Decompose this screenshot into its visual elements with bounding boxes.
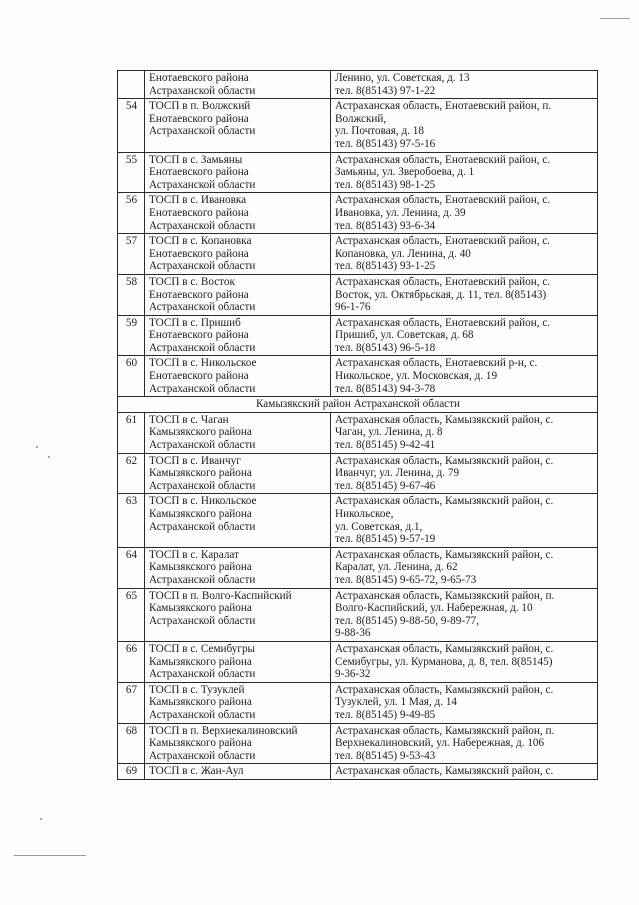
office-name-line: ТОСП в с. Иванчуг bbox=[149, 454, 241, 467]
office-address-line: Астраханская область, Камызякский район, с. bbox=[335, 548, 554, 561]
office-name-line: Астраханской области bbox=[149, 749, 256, 762]
office-address-line: тел. 8(85145) 9-67-46 bbox=[335, 479, 436, 492]
office-address bbox=[331, 588, 598, 641]
office-address-line: Волжский, bbox=[335, 112, 387, 125]
office-name-line: Енотаевского района bbox=[149, 206, 249, 219]
office-address-line: Астраханская область, Камызякский район, п. bbox=[335, 589, 555, 602]
table-row bbox=[118, 588, 598, 641]
office-address bbox=[331, 99, 598, 152]
office-address-line: тел. 8(85143) 98-1-25 bbox=[335, 178, 436, 191]
office-name-line: Астраханской области bbox=[149, 260, 256, 273]
office-address-line: Астраханская область, Камызякский район, с. bbox=[335, 495, 554, 508]
office-name bbox=[145, 682, 331, 723]
office-address-line: Астраханская область, Енотаевский район, п. bbox=[335, 100, 552, 113]
rows-kamyzyaksky bbox=[118, 412, 598, 779]
office-address-line: Никольское, ул. Московская, д. 19 bbox=[335, 370, 498, 383]
scan-dot bbox=[36, 446, 38, 448]
office-address-line: 96-1-76 bbox=[335, 301, 371, 314]
office-name bbox=[145, 453, 331, 494]
row-number: 60 bbox=[118, 356, 145, 397]
office-address-line: Иванчуг, ул. Ленина, д. 79 bbox=[335, 467, 460, 480]
office-address bbox=[331, 453, 598, 494]
office-name-line: ТОСП в п. Волго-Каспийский bbox=[149, 589, 292, 602]
office-address-line: ул. Советская, д.1, bbox=[335, 520, 423, 533]
table-row bbox=[118, 99, 598, 152]
office-address-line: тел. 8(85145) 9-53-43 bbox=[335, 749, 436, 762]
office-address-line: тел. 8(85145) 9-88-50, 9-89-77, bbox=[335, 614, 480, 627]
office-address-line: Астраханская область, Камызякский район, с. bbox=[335, 454, 554, 467]
office-name-line: Астраханской области bbox=[149, 573, 256, 586]
office-address-line: Астраханская область, Камызякский район, п. bbox=[335, 724, 555, 737]
office-name-line: Астраханской области bbox=[149, 479, 256, 492]
office-name-line: Астраханской области bbox=[149, 178, 256, 191]
office-address-line: Каралат, ул. Ленина, д. 62 bbox=[335, 561, 458, 574]
office-address-line: Астраханская область, Енотаевский район, с. bbox=[335, 194, 551, 207]
row-number: 64 bbox=[118, 547, 145, 588]
rows-enotaevsky bbox=[118, 71, 598, 397]
row-number: 62 bbox=[118, 453, 145, 494]
office-address bbox=[331, 234, 598, 275]
office-name bbox=[145, 356, 331, 397]
office-name bbox=[145, 764, 331, 780]
office-name-line: Астраханской области bbox=[149, 341, 256, 354]
office-name-line: Камызякского района bbox=[149, 426, 252, 439]
row-number: 65 bbox=[118, 588, 145, 641]
office-address-line: Астраханская область, Енотаевский район, с. bbox=[335, 235, 551, 248]
row-number: 67 bbox=[118, 682, 145, 723]
table-row bbox=[118, 723, 598, 764]
row-number bbox=[118, 71, 145, 99]
office-address-line: тел. 8(85143) 97-1-22 bbox=[335, 84, 436, 97]
office-address-line: Астраханская область, Камызякский район, с. bbox=[335, 683, 554, 696]
scan-mark-bottom-left bbox=[14, 855, 86, 856]
office-address-line: Астраханская область, Енотаевский район, с. bbox=[335, 275, 551, 288]
table-row bbox=[118, 274, 598, 315]
office-address bbox=[331, 547, 598, 588]
office-name bbox=[145, 274, 331, 315]
office-address-line: тел. 8(85143) 96-5-18 bbox=[335, 341, 436, 354]
tosp-table bbox=[117, 70, 598, 780]
office-name-line: Камызякского района bbox=[149, 508, 252, 520]
office-name-line: Камызякского района bbox=[149, 561, 252, 574]
office-name bbox=[145, 641, 331, 682]
row-number: 55 bbox=[118, 152, 145, 193]
office-name-line: Астраханской области bbox=[149, 708, 256, 721]
office-address-line: Астраханская область, Камызякский район, с. bbox=[335, 765, 554, 778]
office-name-line: Астраханской области bbox=[149, 614, 256, 627]
office-name-line: ТОСП в с. Жан-Аул bbox=[149, 765, 244, 778]
office-name-line: Камызякского района bbox=[149, 602, 252, 615]
table-row bbox=[118, 682, 598, 723]
office-name-line: Камызякского района bbox=[149, 655, 252, 668]
office-address bbox=[331, 494, 598, 547]
office-name-line: Астраханской области bbox=[149, 125, 256, 138]
office-address-line: тел. 8(85145) 9-42-41 bbox=[335, 439, 436, 452]
office-name-line: Камызякского района bbox=[149, 696, 252, 709]
table-row bbox=[118, 764, 598, 780]
office-address-line: Ленино, ул. Советская, д. 13 bbox=[335, 72, 470, 84]
office-address-line: Волго-Каспийский, ул. Набережная, д. 10 bbox=[335, 602, 533, 615]
office-name-line: Астраханской области bbox=[149, 520, 256, 533]
office-name bbox=[145, 547, 331, 588]
office-name-line: ТОСП в с. Ивановка bbox=[149, 194, 247, 207]
row-number: 61 bbox=[118, 412, 145, 453]
office-address bbox=[331, 193, 598, 234]
office-name bbox=[145, 99, 331, 152]
office-name-line: Енотаевского района bbox=[149, 112, 249, 125]
office-name-line: ТОСП в с. Никольское bbox=[149, 357, 257, 370]
table-row bbox=[118, 315, 598, 356]
office-address-line: 9-88-36 bbox=[335, 627, 371, 640]
row-number: 54 bbox=[118, 99, 145, 152]
office-address-line: тел. 8(85143) 94-3-78 bbox=[335, 382, 436, 395]
table-row bbox=[118, 193, 598, 234]
office-address-line: Астраханская область, Енотаевский район, с. bbox=[335, 153, 551, 166]
office-address bbox=[331, 412, 598, 453]
row-number: 59 bbox=[118, 315, 145, 356]
office-address bbox=[331, 723, 598, 764]
office-name-line: Астраханской области bbox=[149, 382, 256, 395]
office-name bbox=[145, 494, 331, 547]
office-address-line: 9-36-32 bbox=[335, 668, 371, 681]
row-number: 66 bbox=[118, 641, 145, 682]
office-name-line: ТОСП в с. Тузуклей bbox=[149, 683, 245, 696]
office-name-line: Енотаевского района bbox=[149, 247, 249, 260]
office-address bbox=[331, 71, 598, 99]
office-name bbox=[145, 71, 331, 99]
office-address-line: Тузуклей, ул. 1 Мая, д. 14 bbox=[335, 696, 458, 709]
row-number: 58 bbox=[118, 274, 145, 315]
table-row bbox=[118, 412, 598, 453]
office-name-line: ТОСП в п. Волжский bbox=[149, 100, 251, 113]
office-address-line: Астраханская область, Камызякский район, с. bbox=[335, 642, 554, 655]
office-name bbox=[145, 723, 331, 764]
office-address-line: Чаган, ул. Ленина, д. 8 bbox=[335, 426, 443, 439]
office-address-line: Астраханская область, Камызякский район, с. bbox=[335, 413, 554, 426]
table-row bbox=[118, 71, 598, 99]
office-name-line: ТОСП в с. Замьяны bbox=[149, 153, 243, 166]
office-name-line: Енотаевского района bbox=[149, 166, 249, 179]
office-name-line: Камызякского района bbox=[149, 737, 252, 750]
office-address bbox=[331, 682, 598, 723]
office-name bbox=[145, 412, 331, 453]
row-number: 63 bbox=[118, 494, 145, 547]
table-row bbox=[118, 234, 598, 275]
table-row bbox=[118, 547, 598, 588]
office-address bbox=[331, 274, 598, 315]
row-number: 56 bbox=[118, 193, 145, 234]
row-number: 68 bbox=[118, 723, 145, 764]
office-name bbox=[145, 315, 331, 356]
row-number: 69 bbox=[118, 764, 145, 780]
table-row bbox=[118, 494, 598, 547]
office-name-line: ТОСП в с. Семибугры bbox=[149, 642, 256, 655]
office-address bbox=[331, 152, 598, 193]
office-address-line: Копановка, ул. Ленина, д. 40 bbox=[335, 247, 471, 260]
table-row bbox=[118, 356, 598, 397]
table-row bbox=[118, 453, 598, 494]
scan-dot bbox=[40, 818, 42, 820]
office-address-line: тел. 8(85143) 93-1-25 bbox=[335, 260, 436, 273]
section-row bbox=[118, 397, 598, 413]
office-address-line: тел. 8(85143) 97-5-16 bbox=[335, 137, 436, 150]
office-name-line: ТОСП в с. Никольское bbox=[149, 495, 257, 508]
office-name-line: ТОСП в с. Восток bbox=[149, 275, 235, 288]
section-header-group bbox=[118, 397, 598, 413]
office-address-line: тел. 8(85145) 9-65-72, 9-65-73 bbox=[335, 573, 477, 586]
section-title: Камызякский район Астраханской области bbox=[118, 397, 598, 413]
office-name-line: ТОСП в с. Копановка bbox=[149, 235, 252, 248]
scan-dot bbox=[48, 456, 50, 458]
row-number: 57 bbox=[118, 234, 145, 275]
office-address-line: Верхнекалиновский, ул. Набережная, д. 106 bbox=[335, 737, 545, 750]
office-address-line: Астраханская область, Енотаевский р-н, с. bbox=[335, 357, 538, 370]
office-name bbox=[145, 152, 331, 193]
office-address-line: Астраханская область, Енотаевский район, с. bbox=[335, 316, 551, 329]
office-address bbox=[331, 315, 598, 356]
office-name bbox=[145, 193, 331, 234]
office-name-line: ТОСП в с. Каралат bbox=[149, 548, 239, 561]
office-name-line: Камызякского района bbox=[149, 467, 252, 480]
office-name-line: Астраханской области bbox=[149, 301, 256, 314]
office-name-line: Енотаевского района bbox=[149, 288, 249, 301]
scan-mark-top-right bbox=[600, 18, 630, 19]
office-address-line: Семибугры, ул. Курманова, д. 8, тел. 8(85145) bbox=[335, 655, 553, 668]
table-row bbox=[118, 641, 598, 682]
office-address bbox=[331, 641, 598, 682]
office-name-line: Астраханской области bbox=[149, 219, 256, 232]
office-name-line: ТОСП в с. Чаган bbox=[149, 413, 229, 426]
office-address-line: тел. 8(85145) 9-57-19 bbox=[335, 533, 436, 546]
table-row bbox=[118, 152, 598, 193]
office-name-line: ТОСП в п. Верхнекалиновский bbox=[149, 724, 298, 737]
office-address bbox=[331, 356, 598, 397]
office-name-line: Астраханской области bbox=[149, 84, 256, 97]
office-address-line: Замьяны, ул. Зверобоева, д. 1 bbox=[335, 166, 475, 179]
office-address-line: Никольское, bbox=[335, 508, 394, 520]
office-name-line: Енотаевского района bbox=[149, 72, 249, 84]
office-address-line: тел. 8(85145) 9-49-85 bbox=[335, 708, 436, 721]
office-name-line: ТОСП в с. Пришиб bbox=[149, 316, 241, 329]
office-name-line: Енотаевского района bbox=[149, 329, 249, 342]
office-name bbox=[145, 588, 331, 641]
office-address-line: Ивановка, ул. Ленина, д. 39 bbox=[335, 206, 466, 219]
office-address-line: ул. Почтовая, д. 18 bbox=[335, 125, 424, 138]
office-name-line: Енотаевского района bbox=[149, 370, 249, 383]
office-name-line: Астраханской области bbox=[149, 668, 256, 681]
office-address-line: Восток, ул. Октябрьская, д. 11, тел. 8(85143) bbox=[335, 288, 547, 301]
office-address-line: тел. 8(85143) 93-6-34 bbox=[335, 219, 436, 232]
office-name-line: Астраханской области bbox=[149, 439, 256, 452]
office-address bbox=[331, 764, 598, 780]
office-address-line: Пришиб, ул. Советская, д. 68 bbox=[335, 329, 474, 342]
office-name bbox=[145, 234, 331, 275]
